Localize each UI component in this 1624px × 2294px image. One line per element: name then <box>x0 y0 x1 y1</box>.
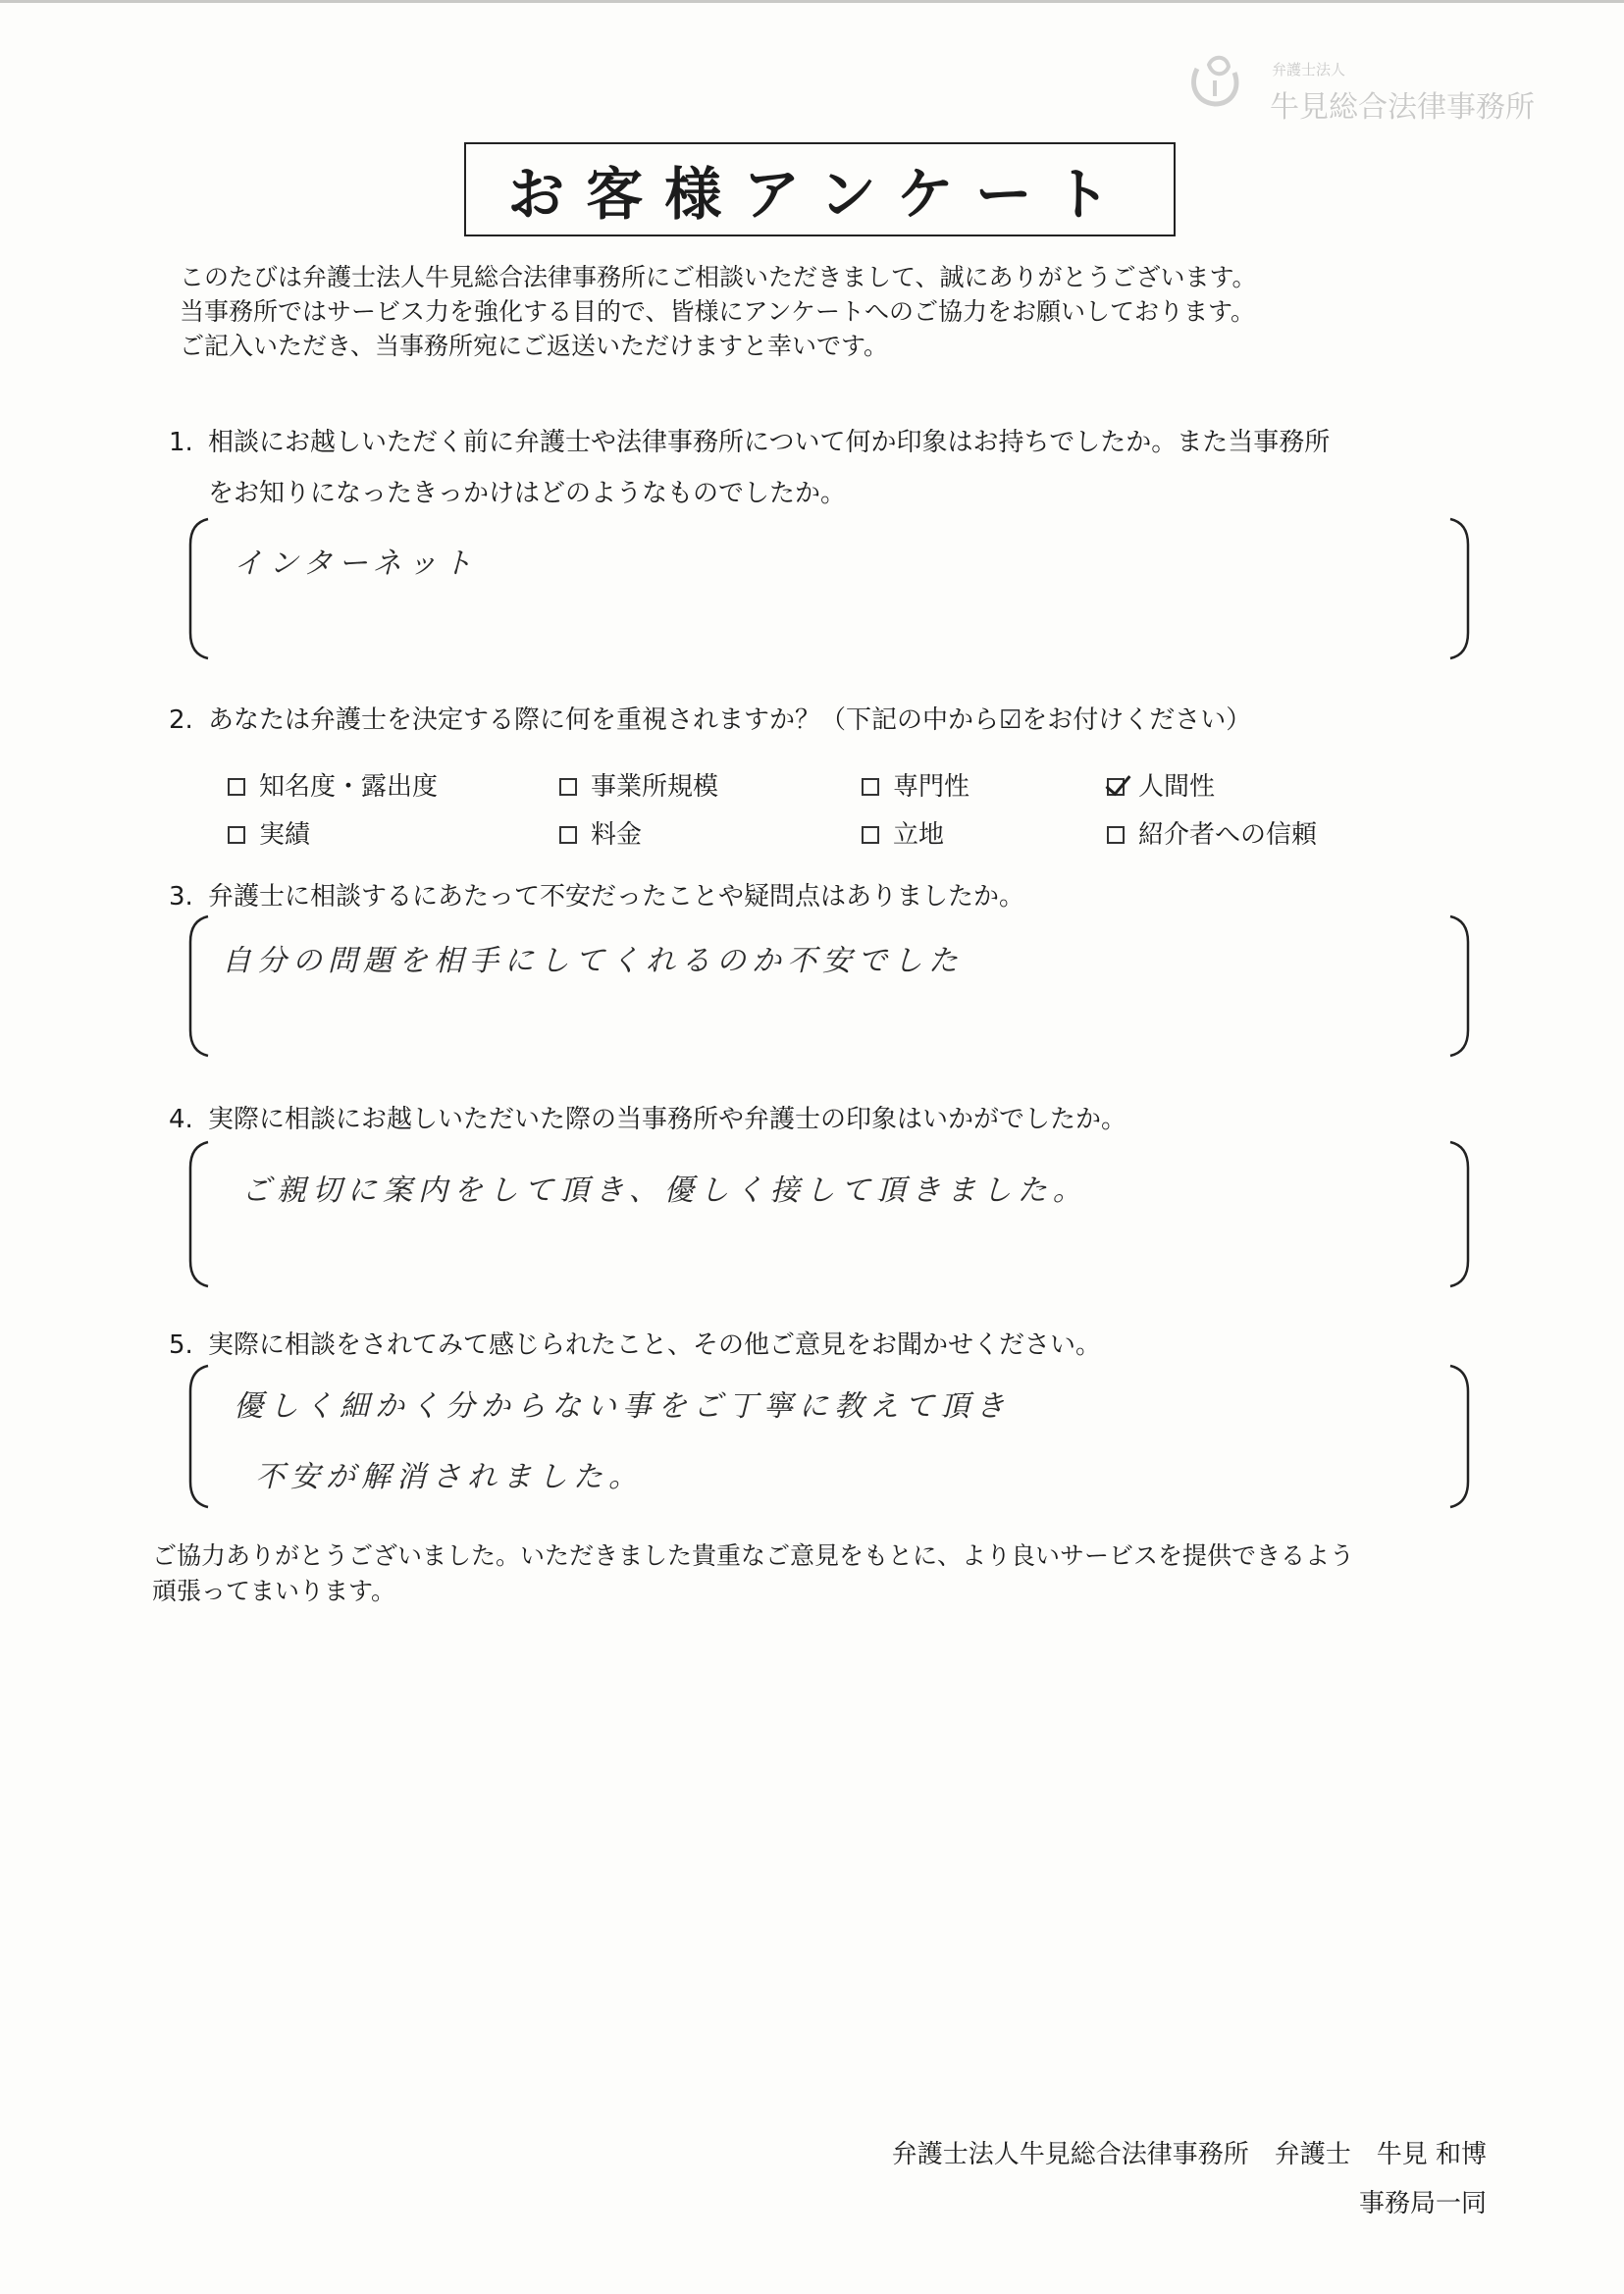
question-1-continued: をお知りになったきっかけはどのようなものでしたか。 <box>208 479 847 508</box>
question-text: 実際に相談をされてみて感じられたこと、その他ご意見をお聞かせください。 <box>208 1330 1102 1360</box>
question-text: 弁護士に相談するにあたって不安だったことや疑問点はありましたか。 <box>208 882 1025 912</box>
checkbox-checked[interactable] <box>1107 778 1125 796</box>
option-fee[interactable] <box>559 814 642 851</box>
question-number: 4. <box>169 1105 193 1134</box>
question-text: あなたは弁護士を決定する際に何を重視されますか？（下記の中から☑をお付けください） <box>208 705 1252 735</box>
option-expertise[interactable] <box>862 766 969 803</box>
checkbox[interactable] <box>559 826 577 844</box>
firm-logo <box>1187 49 1580 128</box>
checkbox[interactable] <box>862 826 879 844</box>
option-track-record[interactable] <box>228 814 310 851</box>
answer-frame-4[interactable] <box>186 1138 1472 1290</box>
right-bracket <box>1448 912 1472 1060</box>
right-bracket <box>1448 515 1472 662</box>
question-5 <box>169 1325 1101 1361</box>
handwritten-answer: インターネット <box>234 547 479 581</box>
handwritten-answer: ご親切に案内をして頂き、優しく接して頂きました。 <box>241 1173 1088 1208</box>
handwritten-answer-line-1: 優しく細かく分からない事をご丁寧に教えて頂き <box>234 1389 1011 1424</box>
checkbox[interactable] <box>228 778 245 796</box>
option-label: 紹介者への信頼 <box>1138 820 1318 850</box>
option-label: 事業所規模 <box>591 772 719 802</box>
checkbox[interactable] <box>228 826 245 844</box>
left-bracket <box>186 515 210 662</box>
right-bracket <box>1448 1138 1472 1290</box>
logo-subtitle: 弁護士法人 <box>1272 61 1346 78</box>
intro-line: 当事務所ではサービス力を強化する目的で、皆様にアンケートへのご協力をお願いしております。 <box>180 297 1256 326</box>
option-personality[interactable] <box>1107 766 1215 803</box>
signature-staff: 事務局一同 <box>1358 2189 1487 2218</box>
option-referrer-trust[interactable] <box>1107 814 1317 851</box>
left-bracket <box>186 1138 210 1290</box>
option-label: 実績 <box>259 820 311 850</box>
closing-line: ご協力ありがとうございました。いただきました貴重なご意見をもとに、より良いサービスを提供できるよう <box>152 1541 1355 1570</box>
option-location[interactable] <box>862 814 944 851</box>
scan-edge <box>0 0 1624 3</box>
question-2 <box>169 700 1251 736</box>
checkbox[interactable] <box>1107 826 1125 844</box>
answer-frame-3[interactable] <box>186 912 1472 1060</box>
closing-text <box>152 1538 1354 1609</box>
option-recognition[interactable] <box>228 766 438 803</box>
intro-line: このたびは弁護士法人牛見総合法律事務所にご相談いただきまして、誠にありがとうございます。 <box>180 263 1257 291</box>
question-3 <box>169 876 1024 912</box>
answer-frame-1[interactable] <box>186 515 1472 662</box>
page-title: お客様アンケート <box>464 142 1176 236</box>
question-1 <box>169 422 1330 458</box>
checkbox[interactable] <box>862 778 879 796</box>
intro-text <box>180 260 1257 363</box>
question-4 <box>169 1099 1126 1135</box>
logo-mark-icon <box>1187 51 1242 110</box>
handwritten-answer-line-2: 不安が解消されました。 <box>255 1460 644 1494</box>
left-bracket <box>186 912 210 1060</box>
signature-firm-lawyer: 弁護士法人牛見総合法律事務所 弁護士 牛見 和博 <box>891 2140 1487 2169</box>
handwritten-answer: 自分の問題を相手にしてくれるのか不安でした <box>222 944 964 978</box>
right-bracket <box>1448 1362 1472 1511</box>
question-number: 3. <box>169 882 193 912</box>
question-number: 2. <box>169 705 193 735</box>
question-number: 5. <box>169 1330 193 1360</box>
option-label: 人間性 <box>1138 772 1216 802</box>
question-text: 相談にお越しいただく前に弁護士や法律事務所について何か印象はお持ちでしたか。また当事務所 <box>208 428 1331 457</box>
intro-line: ご記入いただき、当事務所宛にご返送いただけますと幸いです。 <box>180 332 889 360</box>
closing-line: 頑張ってまいります。 <box>152 1577 396 1605</box>
option-label: 専門性 <box>893 772 970 802</box>
option-office-size[interactable] <box>559 766 718 803</box>
answer-frame-5[interactable] <box>186 1362 1472 1511</box>
checkbox[interactable] <box>559 778 577 796</box>
question-text: 実際に相談にお越しいただいた際の当事務所や弁護士の印象はいかがでしたか。 <box>208 1105 1127 1134</box>
option-label: 知名度・露出度 <box>259 772 439 802</box>
option-label: 立地 <box>893 820 945 850</box>
left-bracket <box>186 1362 210 1511</box>
question-number: 1. <box>169 428 193 457</box>
logo-firm-name: 牛見総合法律事務所 <box>1270 90 1535 125</box>
option-label: 料金 <box>591 820 643 850</box>
